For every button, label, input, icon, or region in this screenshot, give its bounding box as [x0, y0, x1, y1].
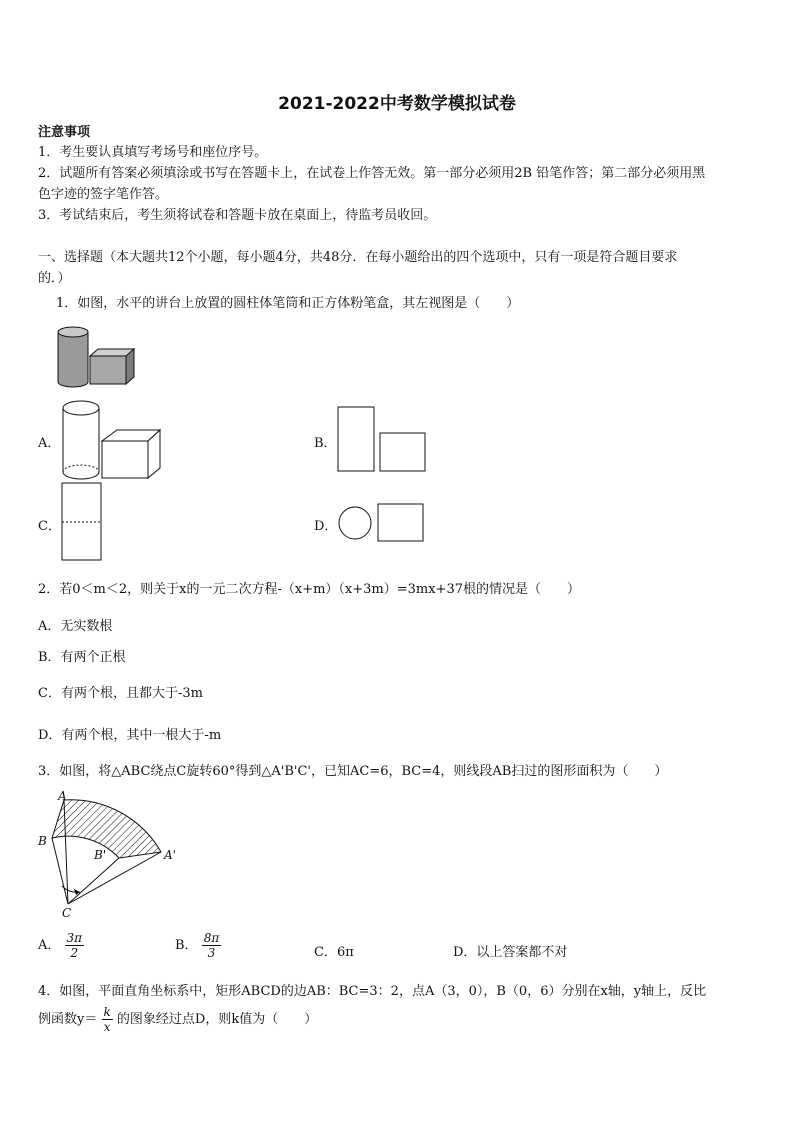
q2-option-d[interactable]: D．有两个根，其中一根大于-m: [38, 728, 222, 743]
q1-option-a-figure[interactable]: [60, 398, 164, 484]
q3-option-c[interactable]: C．6π: [314, 945, 354, 960]
q3-option-a-numerator: 3π: [66, 931, 83, 945]
q3-label-a-prime: A': [164, 848, 176, 862]
q4-fraction-numerator: k: [103, 1005, 111, 1019]
q1-option-c-label: C．: [38, 519, 61, 534]
q3-label-b-prime: B': [94, 848, 107, 862]
page-title: 2021-2022中考数学模拟试卷: [278, 94, 516, 114]
q3-label-c: C: [62, 906, 72, 920]
q3-option-d[interactable]: D．以上答案都不对: [453, 945, 568, 960]
q3-option-a-fraction: [65, 931, 85, 960]
q4-stem-line2: [38, 1005, 317, 1034]
section-heading-cont: 的．）: [38, 271, 71, 286]
q1-option-a-label: A．: [38, 436, 61, 451]
q1-option-c-figure[interactable]: [60, 481, 104, 563]
note-item-3: 3．考试结束后，考生须将试卷和答题卡放在桌面上，待监考员收回。: [38, 208, 437, 223]
q1-stem: 1．如图，水平的讲台上放置的圆柱体笔筒和正方体粉笔盒，其左视图是（ ）: [56, 296, 520, 311]
q2-option-b[interactable]: B．有两个正根: [38, 650, 126, 665]
q2-stem: 2．若0＜m＜2，则关于x的一元二次方程-（x+m）（x+3m）=3mx+37根的情况是（ ）: [38, 582, 580, 597]
note-item-1: 1．考生要认真填写考场号和座位序号。: [38, 145, 268, 160]
q3-option-a-denominator: 2: [70, 946, 79, 960]
q3-option-b[interactable]: [175, 931, 221, 960]
q4-fraction-denominator: x: [103, 1020, 111, 1034]
q3-rotation-figure: [34, 788, 184, 922]
q4-fraction: [102, 1005, 113, 1034]
section-heading: 一、选择题（本大题共12个小题，每小题4分，共48分．在每小题给出的四个选项中，只有一项是符合题目要求: [38, 250, 678, 265]
q3-option-b-label: B．: [175, 938, 198, 953]
q4-stem-line1: 4．如图，平面直角坐标系中，矩形ABCD的边AB：BC=3：2，点A（3，0），B（0，6）分别在x轴，y轴上，反比: [38, 984, 707, 999]
notes-heading: 注意事项: [38, 125, 91, 140]
note-item-2: 2．试题所有答案必须填涂或书写在答题卡上，在试卷上作答无效。第一部分必须用2B 铅笔作答；第二部分必须用黑: [38, 166, 706, 181]
q4-stem-pre: 例函数y＝: [38, 1012, 98, 1027]
q1-figure: [52, 322, 142, 388]
q3-option-b-fraction: [202, 931, 222, 960]
q3-label-a: A: [58, 789, 67, 803]
q2-option-a[interactable]: A．无实数根: [38, 619, 113, 634]
q3-stem: 3．如图，将△ABC绕点C旋转60°得到△A'B'C'，已知AC=6，BC=4，则线段AB扫过的图形面积为（ ）: [38, 764, 668, 779]
q1-option-b-figure[interactable]: [336, 405, 428, 473]
q4-stem-post: 的图象经过点D，则k值为（ ）: [116, 1012, 318, 1027]
q3-option-a-label: A．: [38, 938, 61, 953]
q3-option-a[interactable]: [38, 931, 84, 960]
q1-option-d-label: D．: [314, 519, 338, 534]
q2-option-c[interactable]: C．有两个根，且都大于-3m: [38, 686, 203, 701]
q3-option-b-numerator: 8π: [203, 931, 220, 945]
q1-option-d-figure[interactable]: [338, 502, 428, 544]
q1-option-b-label: B．: [314, 436, 337, 451]
q3-option-b-denominator: 3: [207, 946, 216, 960]
q3-label-b: B: [38, 834, 47, 848]
note-item-2-cont: 色字迹的签字笔作答。: [38, 187, 169, 202]
